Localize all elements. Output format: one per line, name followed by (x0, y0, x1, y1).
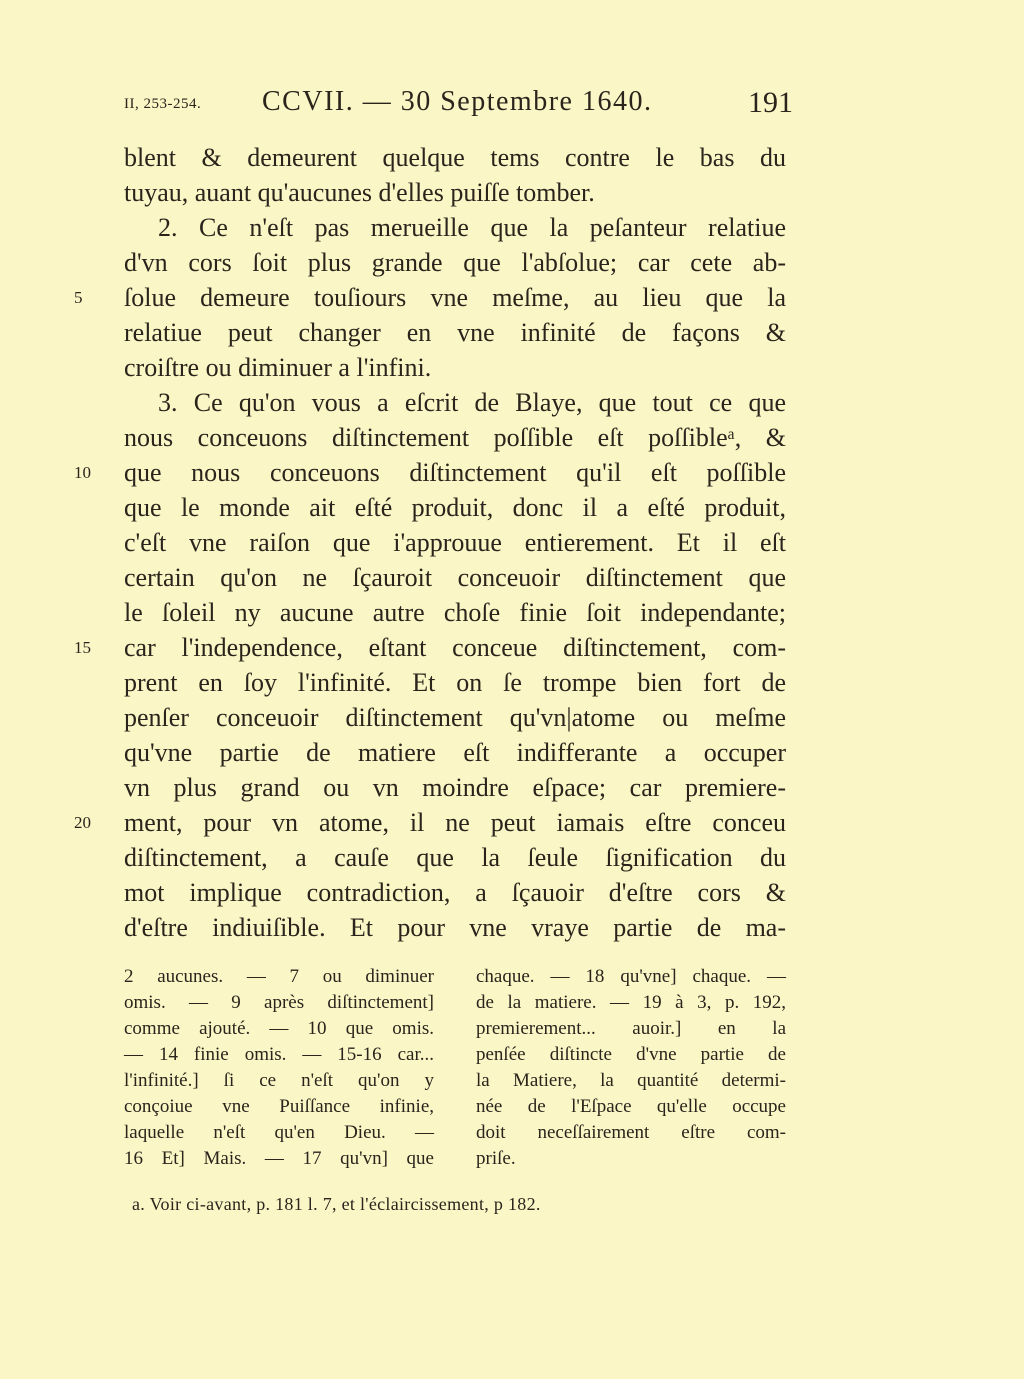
text-line: qu'vne partie de matiere eſt indifferante a occuper (124, 738, 786, 767)
line-number: 15 (74, 638, 91, 657)
apparatus-line: chaque. — 18 qu'vne] chaque. — (476, 966, 786, 987)
footnote: a. Voir ci-avant, p. 181 l. 7, et l'éclaircissement, p 182. (132, 1194, 541, 1214)
text-line: vn plus grand ou vn moindre eſpace; car premiere- (124, 773, 786, 802)
text-line: croiſtre ou diminuer a l'infini. (124, 353, 432, 382)
text-line: d'vn cors ſoit plus grande que l'abſolue; car cete ab- (124, 248, 786, 277)
text-line: 5 ſolue demeure touſiours vne meſme, au lieu que la (124, 280, 786, 315)
line-number: 10 (74, 463, 91, 482)
text-line: penſer conceuoir diſtinctement qu'vn|atome ou meſme (124, 703, 786, 732)
text-line: d'eſtre indiuiſible. Et pour vne vraye partie de ma- (124, 913, 786, 942)
line-number: 5 (74, 288, 83, 307)
apparatus-line: née de l'Eſpace qu'elle occupe (476, 1096, 786, 1117)
text-line: c'eſt vne raiſon que i'approuue entierement. Et il eſt (124, 528, 786, 557)
apparatus-line: de la matiere. — 19 à 3, p. 192, (476, 992, 786, 1013)
apparatus-line: laquelle n'eſt qu'en Dieu. — (124, 1122, 434, 1143)
page-number: 191 (748, 86, 793, 119)
text-line: relatiue peut changer en vne infinité de façons & (124, 318, 786, 347)
text-line: nous conceuons diſtinctement poſſible eſt poſſibleᵃ, & (124, 423, 786, 452)
text-line: blent & demeurent quelque tems contre le bas du (124, 143, 786, 172)
apparatus-line: omis. — 9 après diſtinctement] (124, 992, 434, 1013)
text-line: 2. Ce n'eſt pas merueille que la peſanteur relatiue (158, 213, 786, 242)
text-line: que le monde ait eſté produit, donc il a eſté produit, (124, 493, 786, 522)
line-number: 20 (74, 813, 91, 832)
apparatus-line: la Matiere, la quantité determi- (476, 1070, 786, 1091)
apparatus-line: penſée diſtincte d'vne partie de (476, 1044, 786, 1065)
text-line: mot implique contradiction, a ſçauoir d'eſtre cors & (124, 878, 786, 907)
text-line: le ſoleil ny aucune autre choſe finie ſoit independante; (124, 598, 786, 627)
text-line: diſtinctement, a cauſe que la ſeule ſignification du (124, 843, 786, 872)
apparatus-right-column (476, 964, 786, 1172)
text-line: certain qu'on ne ſçauroit conceuoir diſtinctement que (124, 563, 786, 592)
running-ref: II, 253-254. (124, 96, 202, 112)
apparatus-line: comme ajouté. — 10 que omis. (124, 1018, 434, 1039)
apparatus-line: conçoiue vne Puiſſance infinie, (124, 1096, 434, 1117)
apparatus-line: priſe. (476, 1148, 516, 1169)
critical-apparatus (124, 964, 786, 1172)
apparatus-line: — 14 finie omis. — 15-16 car... (124, 1044, 434, 1065)
apparatus-line: 2 aucunes. — 7 ou diminuer (124, 966, 434, 987)
apparatus-line: premierement... auoir.] en la (476, 1018, 786, 1039)
apparatus-left-column (124, 964, 434, 1172)
text-line: tuyau, auant qu'aucunes d'elles puiſſe tomber. (124, 178, 595, 207)
text-line: 3. Ce qu'on vous a eſcrit de Blaye, que tout ce que (158, 388, 786, 417)
page-title: CCVII. — 30 Septembre 1640. (262, 86, 653, 117)
text-line: 10 que nous conceuons diſtinctement qu'il eſt poſſible (124, 455, 786, 490)
main-text (74, 140, 786, 945)
text-line: prent en ſoy l'infinité. Et on ſe trompe bien fort de (124, 668, 786, 697)
text-line: 20 ment, pour vn atome, il ne peut iamais eſtre conceu (124, 805, 786, 840)
apparatus-line: doit neceſſairement eſtre com- (476, 1122, 786, 1143)
text-line: 15 car l'independence, eſtant conceue diſtinctement, com- (124, 630, 786, 665)
apparatus-line: l'infinité.] ſi ce n'eſt qu'on y (124, 1070, 434, 1091)
apparatus-line: 16 Et] Mais. — 17 qu'vn] que (124, 1148, 434, 1169)
